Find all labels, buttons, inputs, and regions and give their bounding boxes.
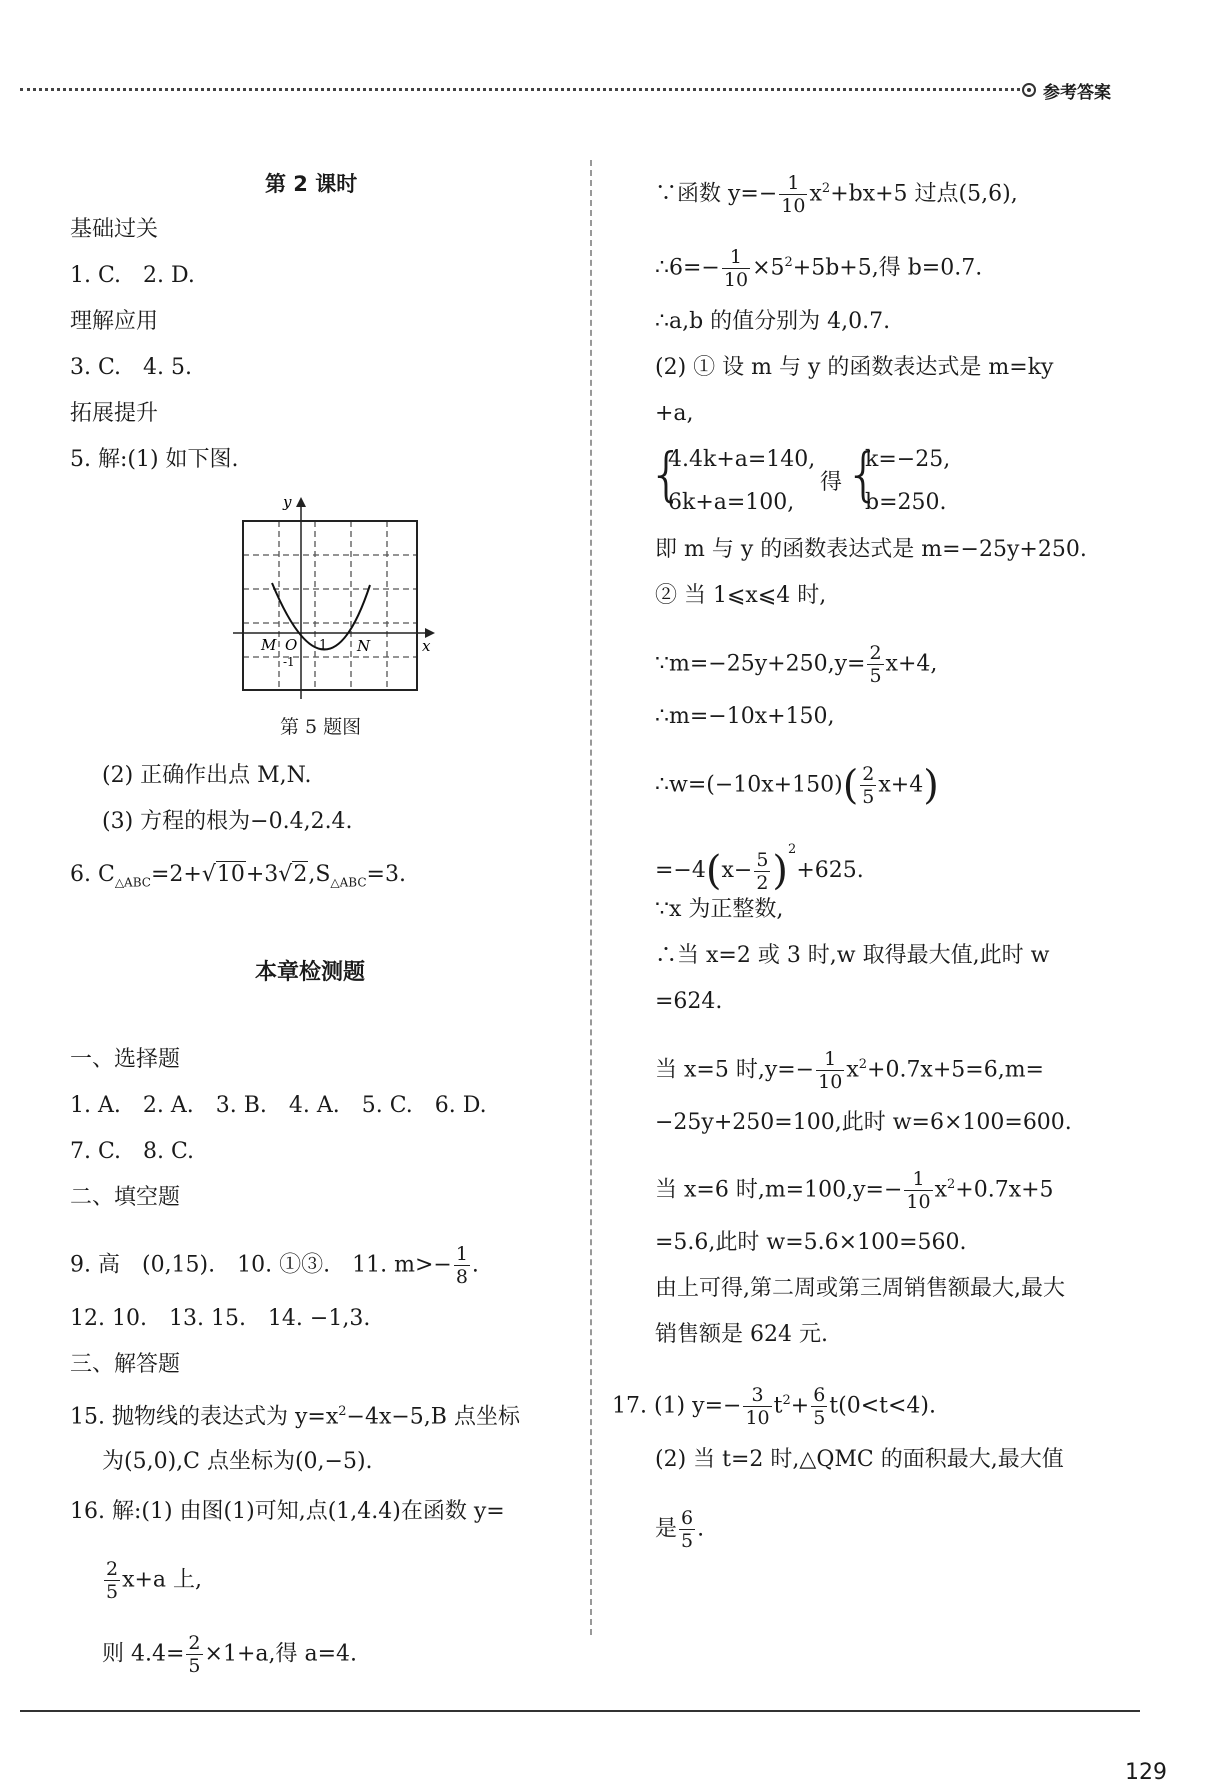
q16-fraction: $\frac{2}{5}$ bbox=[106, 1558, 119, 1603]
section-select: 一、选择题 bbox=[70, 1047, 181, 1072]
section-apply: 理解应用 bbox=[70, 309, 159, 334]
r-line5: +a, bbox=[655, 401, 694, 426]
r-line12: ∵x 为正整数, bbox=[655, 897, 784, 922]
graph-grid bbox=[243, 521, 417, 690]
q16-line2: $\frac{2}{5}$ x+a 上, bbox=[106, 1558, 203, 1603]
q6-text-a: 6. C bbox=[70, 862, 115, 887]
system-eq2: 6k+a=100, bbox=[668, 490, 795, 515]
lesson-title: 第 2 课时 bbox=[265, 172, 358, 196]
q16-line1: 16. 解:(1) 由图(1)可知,点(1,4.4)在函数 y= bbox=[70, 1499, 505, 1524]
section-basic: 基础过关 bbox=[70, 217, 159, 242]
q6-sqrt10: 10 bbox=[216, 862, 245, 887]
q15-line2: 为(5,0),C 点坐标为(0,−5). bbox=[102, 1449, 373, 1474]
r-line6: 即 m 与 y 的函数表达式是 m=−25y+250. bbox=[655, 537, 1087, 562]
r-line23: 是 $\frac{6}{5}$ . bbox=[655, 1507, 705, 1552]
q5-graph bbox=[225, 485, 440, 700]
select-answers-2: 7. C. 8. C. bbox=[70, 1139, 195, 1164]
q6-sqrt2: 2 bbox=[293, 862, 308, 887]
basic-answers: 1. C. 2. D. bbox=[70, 263, 195, 288]
section-fill: 二、填空题 bbox=[70, 1185, 181, 1210]
q6-sub-b: △ABC bbox=[330, 875, 367, 890]
r-line1: ∵函数 y=− $\frac{1}{10}$ $x^2+bx+5$ 过点(5,6), bbox=[655, 172, 1018, 217]
r-line10: ∴w=(−10x+150)( $\frac{2}{5}$ x+4) bbox=[655, 762, 939, 809]
fill1-fraction: $\frac{1}{8}$ bbox=[455, 1243, 468, 1288]
graph-label-neg1: -1 bbox=[283, 655, 295, 669]
r-line13: ∴当 x=2 或 3 时,w 取得最大值,此时 w bbox=[655, 943, 1050, 968]
r-line18: =5.6,此时 w=5.6×100=560. bbox=[655, 1230, 967, 1255]
graph-frame bbox=[243, 521, 417, 690]
r-line20: 销售额是 624 元. bbox=[655, 1322, 828, 1347]
q16-fraction-2: $\frac{2}{5}$ bbox=[188, 1632, 201, 1677]
r-line7: ② 当 1⩽x⩽4 时, bbox=[655, 583, 827, 608]
q6-text-b: =2+ bbox=[150, 862, 202, 887]
chapter-title: 本章检测题 bbox=[255, 960, 366, 985]
fill-answers-1: 9. 高 (0,15). 10. ①③. 11. m>− $\frac{1}{8}$ . bbox=[70, 1243, 479, 1288]
graph-y-arrow bbox=[296, 497, 306, 507]
header-bullet-icon bbox=[1022, 83, 1036, 97]
r-line19: 由上可得,第二周或第三周销售额最大,最大 bbox=[655, 1276, 1065, 1301]
r-line14: =624. bbox=[655, 989, 723, 1014]
q16-line3: 则 4.4= $\frac{2}{5}$ ×1+a,得 a=4. bbox=[102, 1632, 358, 1677]
q5-part2: (2) 正确作出点 M,N. bbox=[102, 763, 312, 788]
graph-label-n: N bbox=[357, 637, 371, 655]
column-divider bbox=[590, 160, 592, 1635]
page-number: 129 bbox=[1125, 1760, 1167, 1785]
r-line2: ∴6=− $\frac{1}{10}$ $\times 5^2+5b+5$,得 b=0.7. bbox=[655, 246, 983, 291]
q6-answer: 6. $C_{\triangle ABC}=2+√10+3√2,S_{\triangle ABC}=3$. bbox=[70, 862, 406, 890]
system-sol2: b=250. bbox=[865, 490, 947, 515]
q6-text-c: +3 bbox=[245, 862, 279, 887]
r-line22: (2) 当 t=2 时,△QMC 的面积最大,最大值 bbox=[655, 1447, 1064, 1472]
r-line21: 17. (1) y=− $\frac{3}{10}$ $t^2+$ $\frac{6}{5}$ t(0<t<4). bbox=[612, 1384, 936, 1429]
q5-intro: 5. 解:(1) 如下图. bbox=[70, 447, 239, 472]
graph-label-o: O bbox=[285, 636, 298, 654]
system-de: 得 bbox=[820, 470, 843, 495]
fill-answers-2: 12. 10. 13. 15. 14. −1,3. bbox=[70, 1306, 371, 1331]
system-brace-left: { bbox=[648, 440, 685, 508]
graph-label-m: M bbox=[261, 636, 277, 654]
system-sol1: k=−25, bbox=[865, 447, 951, 472]
q6-sub-a: △ABC bbox=[114, 875, 151, 890]
header-title: 参考答案 bbox=[1043, 83, 1111, 103]
r-line9: ∴m=−10x+150, bbox=[655, 704, 835, 729]
q6-text-e: =3. bbox=[366, 862, 406, 887]
q6-text-d: ,S bbox=[308, 862, 331, 887]
section-solve: 三、解答题 bbox=[70, 1352, 181, 1377]
figure-caption: 第 5 题图 bbox=[280, 716, 362, 738]
r-line17: 当 x=6 时,m=100,y=− $\frac{1}{10}$ $x^2+0.7x+5$ bbox=[655, 1168, 1054, 1213]
q15-line1: 15. 抛物线的表达式为 $y=x^2-4x-5,B$ 点坐标 bbox=[70, 1404, 520, 1430]
graph-label-one: 1 bbox=[319, 638, 328, 653]
header-dotted-rule bbox=[20, 88, 1020, 91]
r-line11: =−4(x− $\frac{5}{2}$ )$^2$+625. bbox=[655, 842, 864, 894]
graph-label-y: y bbox=[283, 493, 292, 511]
apply-answers: 3. C. 4. 5. bbox=[70, 355, 192, 380]
section-extend: 拓展提升 bbox=[70, 401, 159, 426]
system-eq1: 4.4k+a=140, bbox=[668, 447, 816, 472]
graph-label-x: x bbox=[422, 637, 431, 655]
r-line16: −25y+250=100,此时 w=6×100=600. bbox=[655, 1110, 1072, 1135]
r-line4: (2) ① 设 m 与 y 的函数表达式是 m=ky bbox=[655, 355, 1054, 380]
footer-rule bbox=[20, 1710, 1140, 1712]
r-line3: ∴a,b 的值分别为 4,0.7. bbox=[655, 309, 891, 334]
q5-part3: (3) 方程的根为−0.4,2.4. bbox=[102, 809, 353, 834]
system-brace-right: { bbox=[845, 440, 882, 508]
r-line8: ∵m=−25y+250,y= $\frac{2}{5}$ x+4, bbox=[655, 642, 938, 687]
fill1-text: 9. 高 (0,15). 10. ①③. 11. m>− bbox=[70, 1252, 452, 1278]
r-line15: 当 x=5 时,y=− $\frac{1}{10}$ $x^2+0.7x+5=6,m=$ bbox=[655, 1048, 1044, 1093]
select-answers-1: 1. A. 2. A. 3. B. 4. A. 5. C. 6. D. bbox=[70, 1093, 487, 1118]
